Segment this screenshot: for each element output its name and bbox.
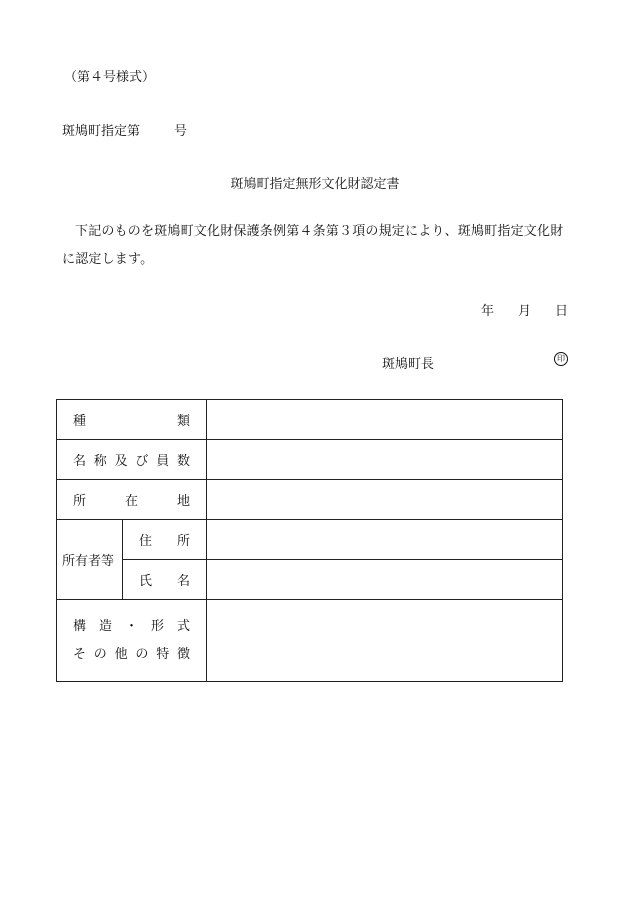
label-char: 類 [176,414,190,429]
label-address [123,520,207,560]
label-char: 所 [73,494,87,509]
seal-mark: 印 [554,352,568,366]
date-day: 日 [554,304,568,319]
label-char: 地 [176,494,190,509]
value-type[interactable] [207,400,563,440]
certificate-table [56,399,563,682]
label-char: 氏 [139,574,153,589]
label-char: 造 [98,618,112,634]
date-year: 年 [480,304,494,319]
issuer-name: 斑鳩町長 [382,357,435,372]
row-location [57,480,563,520]
row-owner-name [57,560,563,600]
label-char: 他 [114,646,128,662]
label-char: び [135,454,149,469]
label-structure [57,600,207,682]
value-owner-name[interactable] [207,560,563,600]
value-structure[interactable] [207,600,563,682]
value-address[interactable] [207,520,563,560]
label-char: 種 [73,414,87,429]
value-location[interactable] [207,480,563,520]
label-owner: 所有者等 [57,520,123,600]
body-text: 下記のものを斑鳩町文化財保護条例第４条第３項の規定により、斑鳩町指定文化財に認定します。 [62,224,564,267]
label-char: 住 [139,534,153,549]
row-structure [57,600,563,682]
label-char: 所 [176,534,190,549]
value-name-count[interactable] [207,440,563,480]
label-char: 員 [156,454,170,469]
label-char: 名 [73,454,87,469]
label-owner-name [123,560,207,600]
label-char: の [93,646,107,662]
label-type [57,400,207,440]
label-char: 式 [176,618,190,634]
label-char: 在 [124,494,138,509]
label-name-count [57,440,207,480]
document-title: 斑鳩町指定無形文化財認定書 [230,177,400,192]
label-char: 称 [93,454,107,469]
designation-suffix: 号 [174,124,188,139]
label-char: 名 [176,574,190,589]
row-owner-address [57,520,563,560]
designation-line [62,120,187,139]
date-month: 月 [517,304,531,319]
label-char: そ [73,646,87,662]
date-line [481,300,568,319]
designation-prefix: 斑鳩町指定第 [62,124,141,139]
form-number: （第４号様式） [64,70,156,85]
label-char: 数 [176,454,190,469]
label-char: 構 [73,618,87,634]
label-char: 及 [114,454,128,469]
label-char: 特 [156,646,170,662]
row-type [57,400,563,440]
label-char: 形 [150,618,164,634]
row-name-count [57,440,563,480]
label-location [57,480,207,520]
label-char: ・ [124,618,138,634]
label-char: 徴 [176,646,190,662]
label-char: の [135,646,149,662]
